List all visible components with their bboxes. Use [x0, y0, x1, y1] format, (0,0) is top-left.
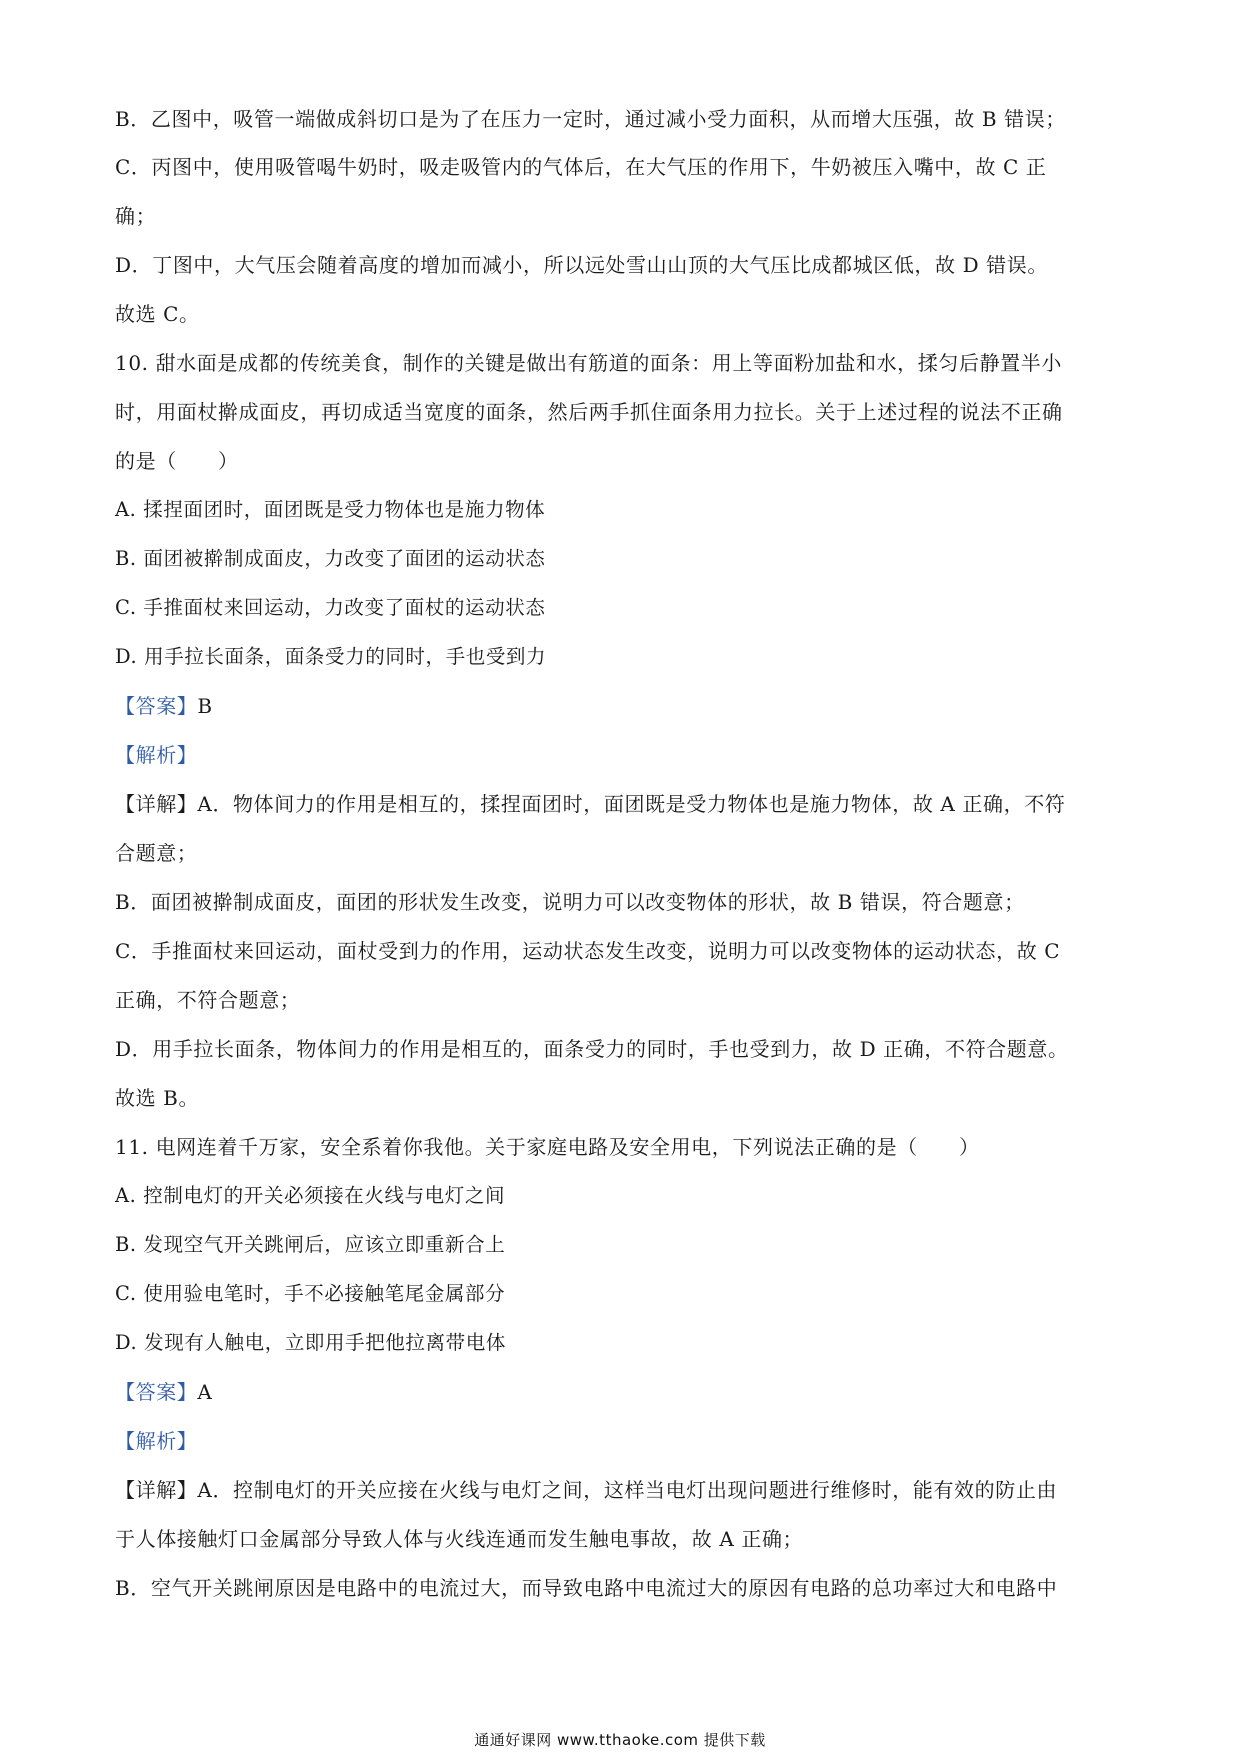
q11-analysis-heading — [115, 1427, 1125, 1455]
q10-answer-tag: 【答案】 — [115, 694, 198, 718]
q10-option-a: A. 揉捏面团时，面团既是受力物体也是施力物体 — [115, 498, 546, 521]
footer-source: 通通好课网 www.tthaoke.com 提供下载 — [474, 1731, 766, 1749]
q11-detail-a-line2: 于人体接触灯口金属部分导致人体与火线连通而发生触电事故，故 A 正确； — [115, 1527, 804, 1551]
q10-option-c: C. 手推面杖来回运动，力改变了面杖的运动状态 — [115, 596, 546, 619]
q10-detail-tag: 【详解】 — [115, 792, 198, 816]
q9-analysis-c-line1: C．丙图中，使用吸管喝牛奶时，吸走吸管内的气体后，在大气压的作用下，牛奶被压入嘴中，故 C 正 — [115, 155, 1047, 179]
q10-detail-a-line2: 合题意； — [115, 841, 198, 865]
q11-option-a: A. 控制电灯的开关必须接在火线与电灯之间 — [115, 1184, 506, 1207]
q10-answer-value: B — [197, 694, 213, 718]
q11-detail-b-line1: B．空气开关跳闸原因是电路中的电流过大，而导致电路中电流过大的原因有电路的总功率过大和电路中 — [115, 1576, 1058, 1600]
q10-stem-line1: 10. 甜水面是成都的传统美食，制作的关键是做出有筋道的面条：用上等面粉加盐和水，揉匀后静置半小 — [115, 351, 1062, 375]
q10-detail-c-line1: C．手推面杖来回运动，面杖受到力的作用，运动状态发生改变，说明力可以改变物体的运动状态，故 C — [115, 939, 1061, 963]
q11-analysis-tag: 【解析】 — [115, 1429, 198, 1453]
q10-option-b: B. 面团被擀制成面皮，力改变了面团的运动状态 — [115, 547, 546, 570]
q11-detail-a-line1 — [115, 1476, 1125, 1504]
q10-detail-b: B．面团被擀制成面皮，面团的形状发生改变，说明力可以改变物体的形状，故 B 错误，符合题意； — [115, 890, 1025, 914]
q9-choose: 故选 C。 — [115, 302, 200, 326]
q10-analysis-tag: 【解析】 — [115, 743, 198, 767]
q10-stem-line3: 的是（ ） — [115, 449, 239, 473]
q10-answer — [115, 692, 1125, 720]
q10-stem-line2: 时，用面杖擀成面皮，再切成适当宽度的面条，然后两手抓住面条用力拉长。关于上述过程的说法不正确 — [115, 400, 1063, 424]
q11-option-b: B. 发现空气开关跳闸后，应该立即重新合上 — [115, 1233, 506, 1256]
q10-option-d: D. 用手拉长面条，面条受力的同时，手也受到力 — [115, 645, 547, 668]
q9-analysis-d: D．丁图中，大气压会随着高度的增加而减小，所以远处雪山山顶的大气压比成都城区低，故 D 错误。 — [115, 253, 1048, 277]
q11-detail-tag: 【详解】 — [115, 1478, 198, 1502]
q10-detail-c-line2: 正确，不符合题意； — [115, 988, 301, 1012]
q9-analysis-b: B．乙图中，吸管一端做成斜切口是为了在压力一定时，通过减小受力面积，从而增大压强，故 B 错误； — [115, 107, 1066, 131]
q10-analysis-heading — [115, 741, 1125, 769]
q11-answer — [115, 1378, 1125, 1406]
q11-option-d: D. 发现有人触电，立即用手把他拉离带电体 — [115, 1331, 506, 1354]
q11-answer-value: A — [197, 1380, 213, 1404]
q10-choose: 故选 B。 — [115, 1086, 200, 1110]
q11-stem: 11. 电网连着千万家，安全系着你我他。关于家庭电路及安全用电，下列说法正确的是（ ） — [115, 1135, 980, 1159]
q10-detail-d: D．用手拉长面条，物体间力的作用是相互的，面条受力的同时，手也受到力，故 D 正确，不符合题意。 — [115, 1037, 1069, 1061]
q11-option-c: C. 使用验电笔时，手不必接触笔尾金属部分 — [115, 1282, 506, 1305]
q9-analysis-c-line2: 确； — [115, 204, 157, 228]
q11-detail-a-text: A．控制电灯的开关应接在火线与电灯之间，这样当电灯出现问题进行维修时，能有效的防止由 — [197, 1478, 1058, 1502]
q11-answer-tag: 【答案】 — [115, 1380, 198, 1404]
q10-detail-a-text: A．物体间力的作用是相互的，揉捏面团时，面团既是受力物体也是施力物体，故 A 正确，不符 — [197, 792, 1066, 816]
q10-detail-a-line1 — [115, 790, 1125, 818]
